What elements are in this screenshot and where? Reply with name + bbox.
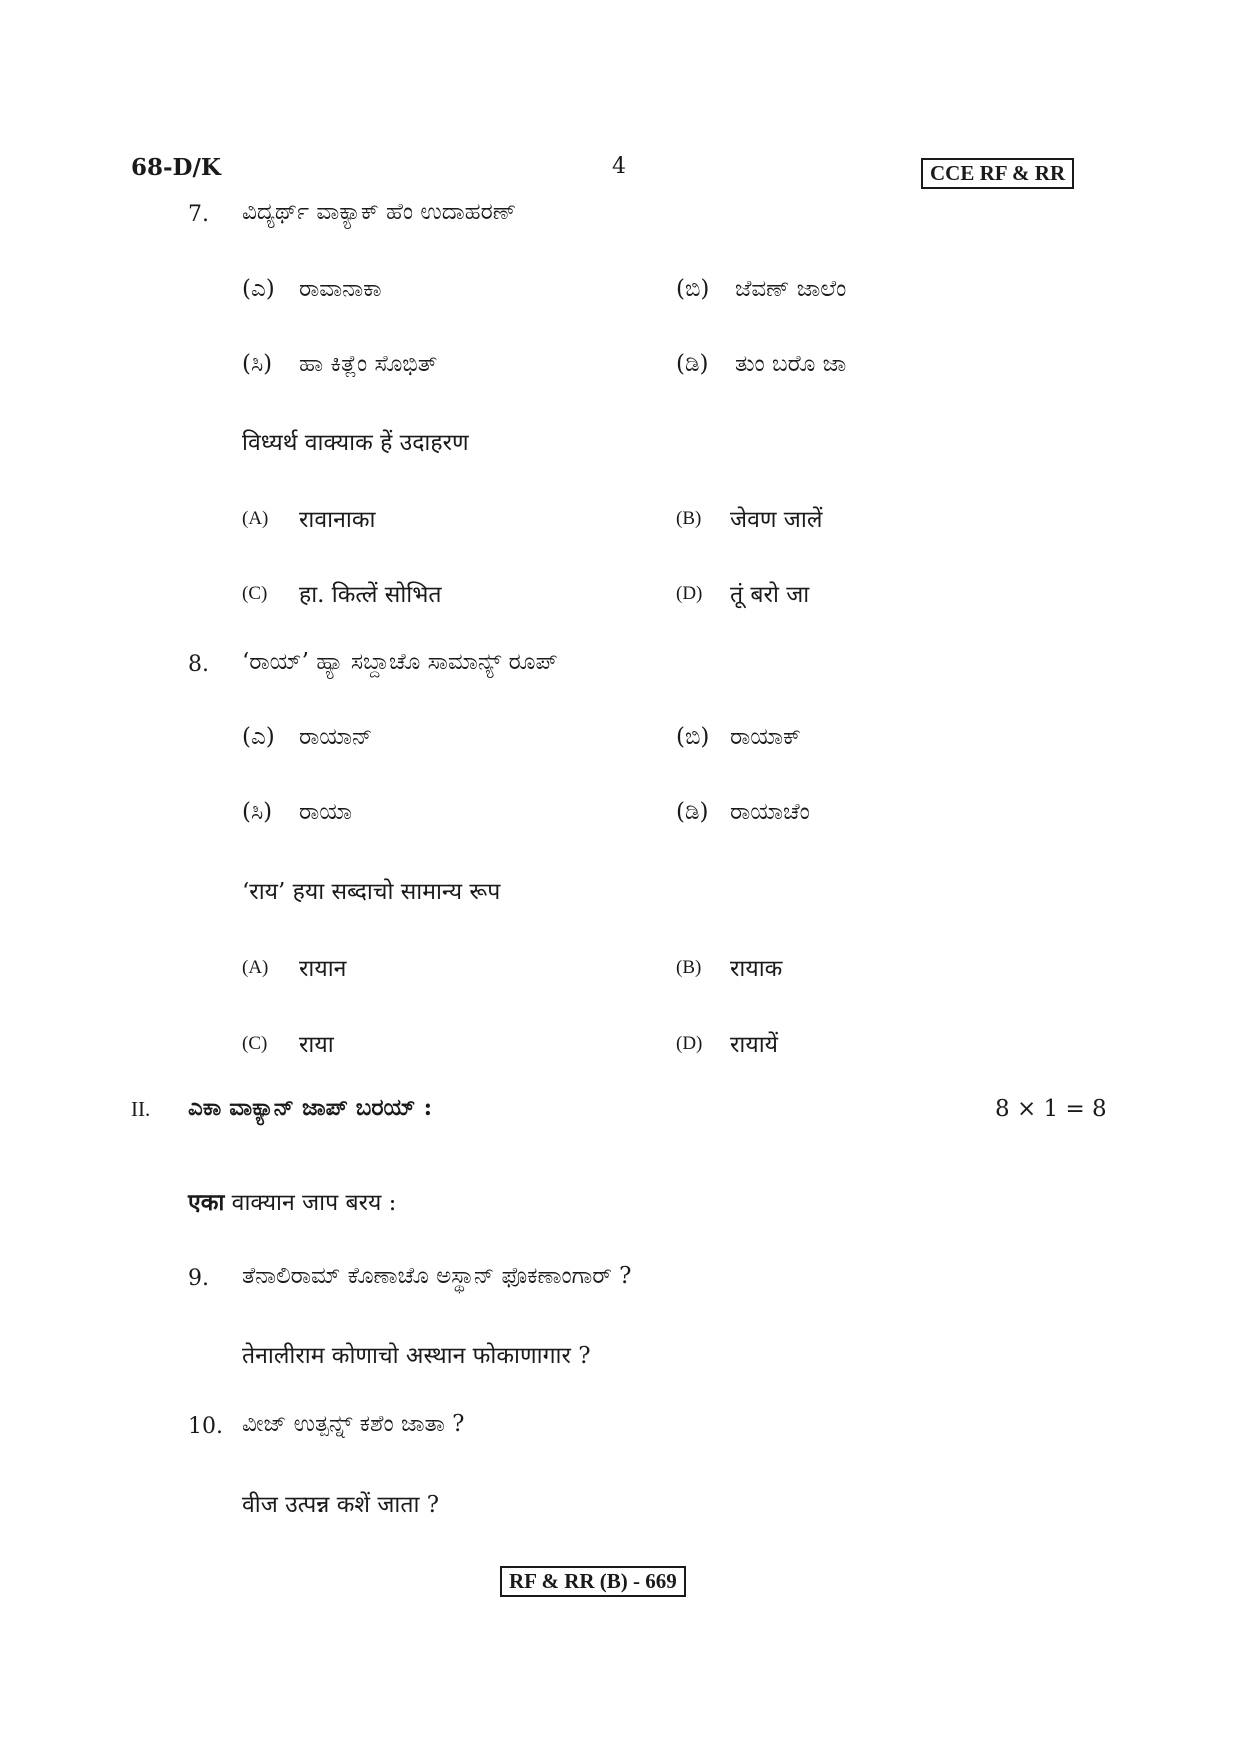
q8-kn-option-a-label: (ಎ) bbox=[242, 724, 275, 750]
q8-kn-option-d: ರಾಯಾಚೆಂ bbox=[730, 799, 810, 825]
page-number: 4 bbox=[612, 154, 626, 179]
q8-kn-option-c: ರಾಯಾ bbox=[299, 799, 353, 825]
q7-dv-option-d-label: (D) bbox=[676, 583, 703, 604]
question-7-devanagari: विध्यर्थ वाक्याक हें उदाहरण bbox=[242, 430, 469, 456]
section-2-marks: 8 × 1 = 8 bbox=[995, 1096, 1107, 1122]
question-7-kannada: ವಿದ್ಯರ್ಥ್ ವಾಕ್ಯಾಕ್ ಹೆಂ ಉದಾಹರಣ್ bbox=[242, 199, 517, 225]
q8-dv-option-b-label: (B) bbox=[676, 957, 702, 978]
q7-kn-option-b: ಜೆವಣ್ ಜಾಲೆಂ bbox=[735, 276, 847, 302]
q8-dv-option-c: राया bbox=[299, 1032, 334, 1058]
q8-kn-option-b: ರಾಯಾಕ್ bbox=[730, 724, 801, 750]
question-9-kannada: ತೆನಾಲಿರಾಮ್ ಕೊಣಾಚೊ ಅಸ್ಥಾನ್ ಫೊಕಣಾಂಗಾರ್ ? bbox=[242, 1263, 632, 1289]
heading-rest: वाक्यान जाप बरय : bbox=[224, 1190, 397, 1216]
q7-dv-option-c-label: (C) bbox=[242, 583, 268, 604]
q7-kn-option-a: ರಾವಾನಾಕಾ bbox=[299, 276, 382, 302]
question-number-9: 9. bbox=[188, 1266, 209, 1291]
exam-code-box: CCE RF & RR bbox=[921, 158, 1074, 189]
paper-code: 68-D/K bbox=[131, 154, 221, 181]
section-number: II. bbox=[131, 1097, 151, 1121]
q7-kn-option-b-label: (ಬಿ) bbox=[676, 276, 710, 302]
heading-bold-word: एका bbox=[188, 1189, 225, 1216]
q7-dv-option-b-label: (B) bbox=[676, 508, 702, 529]
q8-dv-option-d-label: (D) bbox=[676, 1033, 703, 1054]
q8-dv-option-b: रायाक bbox=[730, 956, 783, 982]
q8-kn-option-c-label: (ಸಿ) bbox=[242, 799, 273, 825]
q7-kn-option-d-label: (ಡಿ) bbox=[676, 351, 709, 377]
q7-dv-option-a: रावानाका bbox=[299, 507, 376, 533]
q7-kn-option-d: ತುಂ ಬರೊ ಜಾ bbox=[735, 351, 847, 377]
question-10-kannada: ವೀಜ್ ಉತ್ಪನ್ನ್ ಕಶೆಂ ಜಾತಾ ? bbox=[242, 1411, 465, 1437]
q7-kn-option-c-label: (ಸಿ) bbox=[242, 351, 273, 377]
question-10-devanagari: वीज उत्पन्न कशें जाता ? bbox=[242, 1492, 440, 1518]
q7-dv-option-a-label: (A) bbox=[242, 508, 269, 529]
q7-kn-option-c: ಹಾ ಕಿತ್ಲೆಂ ಸೊಭಿತ್ bbox=[299, 351, 438, 377]
q7-kn-option-a-label: (ಎ) bbox=[242, 276, 275, 302]
question-8-devanagari: ‘राय’ हया सब्दाचो सामान्य रूप bbox=[242, 879, 501, 905]
section-2-kannada-heading: ಎಕಾ ವಾಕ್ಯಾನ್ ಜಾಪ್ ಬರಯ್ : bbox=[188, 1094, 433, 1121]
q8-dv-option-a: रायान bbox=[299, 956, 347, 982]
q7-dv-option-c: हा. कित्लें सोभित bbox=[299, 582, 442, 608]
q8-kn-option-b-label: (ಬಿ) bbox=[676, 724, 710, 750]
q8-dv-option-a-label: (A) bbox=[242, 957, 269, 978]
q7-dv-option-d: तूं बरो जा bbox=[730, 582, 810, 608]
question-number-10: 10. bbox=[188, 1414, 223, 1439]
q8-kn-option-a: ರಾಯಾನ್ bbox=[299, 724, 373, 750]
section-2-devanagari-heading bbox=[188, 1185, 396, 1217]
question-number-7: 7. bbox=[188, 202, 209, 227]
q8-kn-option-d-label: (ಡಿ) bbox=[676, 799, 709, 825]
q7-dv-option-b: जेवण जालें bbox=[730, 507, 823, 533]
footer-code-box: RF & RR (B) - 669 bbox=[500, 1566, 686, 1597]
question-number-8: 8. bbox=[188, 652, 209, 677]
question-8-kannada: ‘ರಾಯ್’ ಹ್ಯಾ ಸಬ್ದಾಚೊ ಸಾಮಾನ್ಯ್ ರೂಪ್ bbox=[242, 649, 558, 675]
q8-dv-option-d: रायायें bbox=[730, 1032, 779, 1058]
q8-dv-option-c-label: (C) bbox=[242, 1033, 268, 1054]
question-9-devanagari: तेनालीराम कोणाचो अस्थान फोकाणागार ? bbox=[242, 1343, 591, 1369]
